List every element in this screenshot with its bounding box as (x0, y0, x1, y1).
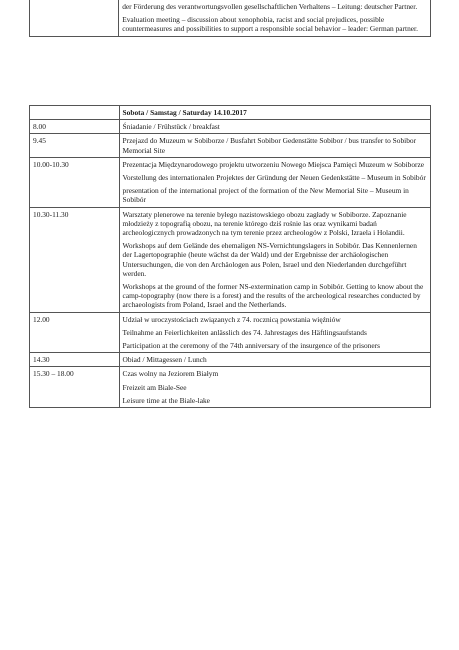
day-header: Sobota / Samstag / Saturday 14.10.2017 (119, 106, 430, 120)
activity-text: Participation at the ceremony of the 74th anniversary of the insurgence of the prisoners (122, 341, 380, 351)
table-row (30, 367, 431, 408)
header-empty-cell (30, 106, 120, 120)
activity-text: Udział w uroczystościach związanych z 74. rocznicą powstania więźniów (122, 314, 341, 324)
activity-cell (119, 367, 430, 408)
activity-text: Prezentacja Międzynarodowego projektu utworzeniu Nowego Miejsca Pamięci Muzeum w Sobiborze (122, 159, 425, 169)
table-row (30, 0, 431, 36)
table-row (30, 120, 431, 134)
time-cell: 14.30 (30, 353, 120, 367)
activity-text: Workshops auf dem Gelände des ehemaligen NS-Vernichtungslagers in Sobibór. Das Kennenlernen der Lagertopographie (heute wächst da der Wald) und der Ergebnisse der archäologischen Untersuchungen, die von den Archäologen aus Polen, Israel und den Niederlanden durchgeführt werden. (122, 241, 417, 278)
activity-text: Czas wolny na Jeziorem Białym (122, 369, 219, 379)
activity-text: Evaluation meeting – discussion about xenophobia, racist and social prejudices, possible countermeasures and possibilities to support a responsible social behavior – leader: German partner. (122, 15, 418, 34)
activity-cell (119, 312, 430, 353)
table-header-row (30, 106, 431, 120)
time-cell-empty (30, 0, 119, 36)
table-row (30, 157, 431, 207)
activity-text: Warsztaty plenerowe na terenie byłego nazistowskiego obozu zagłady w Sobiborze. Zapoznanie młodzieży z topografią obozu, na terenie którego dziś rośnie las oraz wynikami badań archeologicznych prowadzonych na tym terenie przez archeologów z Polski, Izraela i Holandii. (122, 209, 407, 238)
activity-cell (119, 120, 430, 134)
saturday-schedule-table (29, 105, 431, 408)
time-cell: 12.00 (30, 312, 120, 353)
activity-text: Teilnahme an Feierlichkeiten anlässlich des 74. Jahrestages des Häftlingsaufstands (122, 327, 367, 337)
table-row (30, 353, 431, 367)
activity-text: Workshops at the ground of the former NS-extermination camp in Sobibór. Getting to know about the camp-topography (now there is a forest) and the results of the archeological researches conducted by archaeologists from Poland, Israel and the Netherlands. (122, 282, 424, 310)
activity-text: Obiad / Mittagessen / Lunch (122, 355, 207, 365)
activity-text: Leisure time at the Biale-lake (122, 395, 210, 405)
activity-text: Śniadanie / Frühstück / breakfast (122, 122, 220, 132)
time-cell: 10.30-11.30 (30, 207, 120, 312)
time-cell: 15.30 – 18.00 (30, 367, 120, 408)
activity-text: Freizeit am Biale-See (122, 382, 187, 392)
time-cell: 8.00 (30, 120, 120, 134)
activity-text: Vorstellung des internationalen Projektes der Gründung der Neuen Gedenkstätte – Museum in Sobibór (122, 173, 426, 183)
activity-text: presentation of the international project of the formation of the New Memorial Site – Museum in Sobibór (122, 186, 409, 205)
time-cell: 10.00-10.30 (30, 157, 120, 207)
activity-cell (119, 207, 430, 312)
table-row (30, 207, 431, 312)
activity-text: der Förderung des verantwortungsvollen gesellschaftlichen Verhaltens – Leitung: deutscher Partner. (122, 2, 418, 11)
activity-cell (119, 353, 430, 367)
table-row (30, 312, 431, 353)
continued-schedule-table (29, 0, 431, 37)
activity-text: Przejazd do Muzeum w Sobiborze / Busfahrt Sobibor Gedenstätte Sobibor / bus transfer to Sobibor Memorial Site (122, 136, 417, 155)
time-cell: 9.45 (30, 134, 120, 157)
activity-cell (119, 0, 431, 36)
activity-cell (119, 134, 430, 157)
table-row (30, 134, 431, 157)
activity-cell (119, 157, 430, 207)
